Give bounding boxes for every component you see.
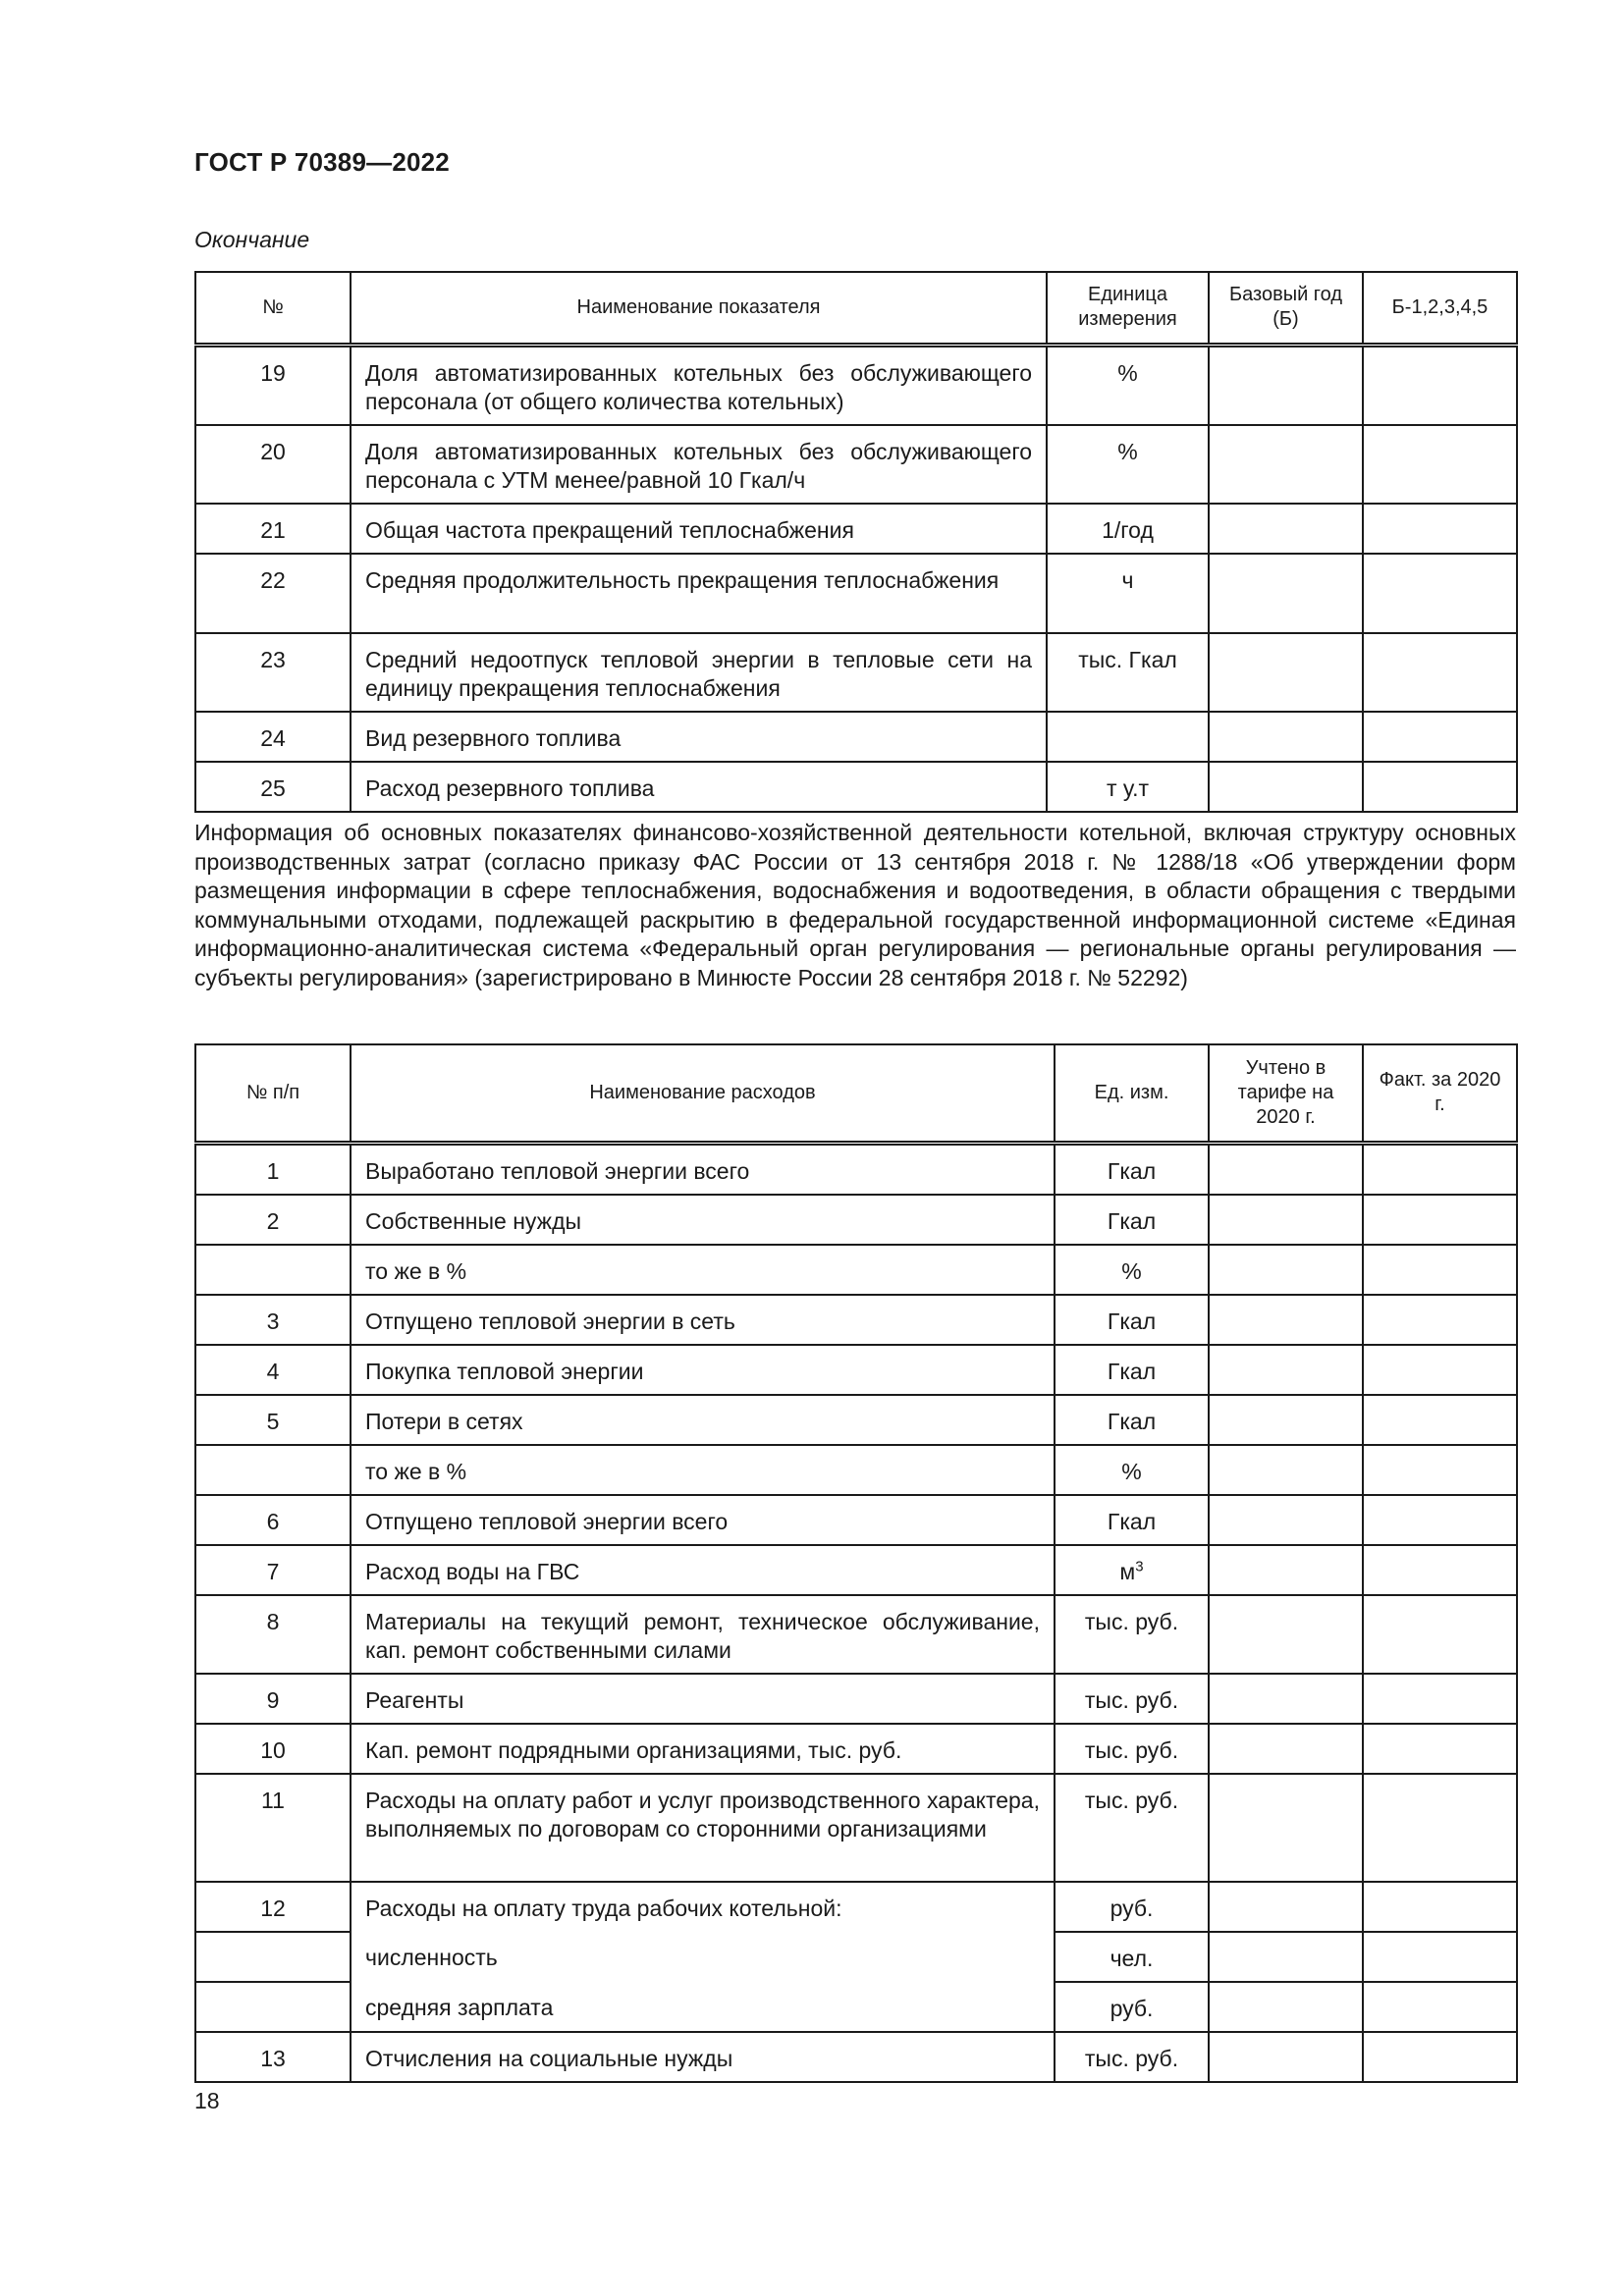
cell-tariff	[1209, 1595, 1363, 1674]
table-row	[195, 1724, 1517, 1774]
row-num: 6	[195, 1495, 351, 1545]
cell-fact	[1363, 1724, 1517, 1774]
row-unit: руб.	[1055, 1982, 1209, 2032]
row-unit: ч	[1047, 554, 1209, 633]
cell-fact	[1363, 1395, 1517, 1445]
cell-fact	[1363, 1674, 1517, 1724]
cell-tariff	[1209, 1143, 1363, 1195]
row-num: 7	[195, 1545, 351, 1595]
row-name: то же в %	[351, 1245, 1055, 1295]
row-unit: Гкал	[1055, 1495, 1209, 1545]
cell-prev-years	[1363, 762, 1517, 812]
cell-tariff	[1209, 2032, 1363, 2082]
row-name: Потери в сетях	[351, 1395, 1055, 1445]
row-unit: тыс. руб.	[1055, 2032, 1209, 2082]
cell-fact	[1363, 1495, 1517, 1545]
row-name: Средний недоотпуск тепловой энергии в тепловые сети на единицу прекращения теплоснабжения	[351, 633, 1047, 712]
row-num: 24	[195, 712, 351, 762]
indicators-table	[194, 271, 1518, 813]
table-row	[195, 1345, 1517, 1395]
table-row	[195, 1245, 1517, 1295]
row-num: 4	[195, 1345, 351, 1395]
row-num: 23	[195, 633, 351, 712]
unit-superscript: 3	[1135, 1557, 1144, 1575]
cell-tariff	[1209, 1724, 1363, 1774]
table-row	[195, 1882, 1517, 1932]
table-row	[195, 2032, 1517, 2082]
row-unit: тыс. руб.	[1055, 1595, 1209, 1674]
cell-base-year	[1209, 633, 1363, 712]
col-header-unit: Единица измерения	[1047, 272, 1209, 345]
cell-tariff	[1209, 1932, 1363, 1982]
cell-base-year	[1209, 762, 1363, 812]
cell-tariff	[1209, 1445, 1363, 1495]
row-num: 25	[195, 762, 351, 812]
table-row	[195, 633, 1517, 712]
row-unit: руб.	[1055, 1882, 1209, 1932]
cell-base-year	[1209, 425, 1363, 504]
row-unit: %	[1047, 425, 1209, 504]
row-unit: 1/год	[1047, 504, 1209, 554]
row-unit: Гкал	[1055, 1195, 1209, 1245]
cell-base-year	[1209, 345, 1363, 425]
cell-fact	[1363, 1245, 1517, 1295]
table-row	[195, 425, 1517, 504]
col-header-base-year: Базовый год (Б)	[1209, 272, 1363, 345]
row-name: Отпущено тепловой энергии в сеть	[351, 1295, 1055, 1345]
standard-designation: ГОСТ Р 70389—2022	[194, 147, 450, 177]
col-header-tariff: Учтено в тарифе на 2020 г.	[1209, 1044, 1363, 1143]
row-unit: %	[1055, 1245, 1209, 1295]
row-name: Доля автоматизированных котельных без обслуживающего персонала (от общего количества котельных)	[351, 345, 1047, 425]
cell-tariff	[1209, 1195, 1363, 1245]
row-unit: тыс. руб.	[1055, 1674, 1209, 1724]
table-continuation-caption: Окончание	[194, 227, 310, 252]
col-header-fact: Факт. за 2020 г.	[1363, 1044, 1517, 1143]
cell-tariff	[1209, 1674, 1363, 1724]
table-row	[195, 345, 1517, 425]
table-row	[195, 1195, 1517, 1245]
row-num: 21	[195, 504, 351, 554]
row-num: 1	[195, 1143, 351, 1195]
cell-tariff	[1209, 1495, 1363, 1545]
cell-fact	[1363, 1882, 1517, 1932]
table-row	[195, 1295, 1517, 1345]
row-name: Кап. ремонт подрядными организациями, тыс. руб.	[351, 1724, 1055, 1774]
row-num: 22	[195, 554, 351, 633]
row-unit: Гкал	[1055, 1345, 1209, 1395]
row-name: Выработано тепловой энергии всего	[351, 1143, 1055, 1195]
cell-base-year	[1209, 504, 1363, 554]
table-row	[195, 1395, 1517, 1445]
financial-info-paragraph: Информация об основных показателях финансово-хозяйственной деятельности котельной, включая структуру основных производственных затрат (согласно приказу ФАС России от 13 сентября 2018 г. № 1288/18 «Об утверждении форм размещения информации в сфере теплоснабжения, водоснабжения и водоотведения, в области обращения с твердыми коммунальными отходами, подлежащей раскрытию в федеральной государственной информационной системе «Единая информационно-аналитическая система «Федеральный орган регулирования — региональные органы регулирования — субъекты регулирования» (зарегистрировано в Минюсте России 28 сентября 2018 г. № 52292)	[194, 820, 1516, 990]
col-header-name: Наименование показателя	[351, 272, 1047, 345]
cell-fact	[1363, 1595, 1517, 1674]
table-row	[195, 504, 1517, 554]
col-header-prev-years: Б-1,2,3,4,5	[1363, 272, 1517, 345]
cell-base-year	[1209, 554, 1363, 633]
row-num: 13	[195, 2032, 351, 2082]
row-name: Расходы на оплату труда рабочих котельной:	[351, 1882, 1055, 1932]
cell-tariff	[1209, 1345, 1363, 1395]
expenses-table	[194, 1043, 1518, 2083]
col-header-name: Наименование расходов	[351, 1044, 1055, 1143]
table-row	[195, 1545, 1517, 1595]
table-row	[195, 1445, 1517, 1495]
row-num	[195, 1982, 351, 2032]
row-name: Отчисления на социальные нужды	[351, 2032, 1055, 2082]
row-unit: т у.т	[1047, 762, 1209, 812]
table-row	[195, 712, 1517, 762]
cell-tariff	[1209, 1982, 1363, 2032]
table-row	[195, 762, 1517, 812]
cell-prev-years	[1363, 712, 1517, 762]
cell-prev-years	[1363, 504, 1517, 554]
row-name: Общая частота прекращений теплоснабжения	[351, 504, 1047, 554]
row-num: 2	[195, 1195, 351, 1245]
cell-fact	[1363, 1445, 1517, 1495]
table-row	[195, 1495, 1517, 1545]
row-name: Материалы на текущий ремонт, техническое обслуживание, кап. ремонт собственными силами	[351, 1595, 1055, 1674]
row-name: Средняя продолжительность прекращения теплоснабжения	[351, 554, 1047, 633]
table-row	[195, 554, 1517, 633]
cell-tariff	[1209, 1882, 1363, 1932]
row-name: Собственные нужды	[351, 1195, 1055, 1245]
row-num: 19	[195, 345, 351, 425]
row-unit: Гкал	[1055, 1143, 1209, 1195]
row-num: 3	[195, 1295, 351, 1345]
cell-tariff	[1209, 1545, 1363, 1595]
cell-base-year	[1209, 712, 1363, 762]
cell-fact	[1363, 1545, 1517, 1595]
row-unit: %	[1055, 1445, 1209, 1495]
cell-fact	[1363, 1295, 1517, 1345]
row-name: Расходы на оплату работ и услуг производственного характера, выполняемых по договорам со сторонними организациями	[351, 1774, 1055, 1882]
row-name: Доля автоматизированных котельных без обслуживающего персонала с УТМ менее/равной 10 Гкал/ч	[351, 425, 1047, 504]
cell-prev-years	[1363, 345, 1517, 425]
row-unit: тыс. руб.	[1055, 1724, 1209, 1774]
row-name: Расход воды на ГВС	[351, 1545, 1055, 1595]
row-num	[195, 1932, 351, 1982]
row-num: 12	[195, 1882, 351, 1932]
cell-prev-years	[1363, 425, 1517, 504]
row-name: Покупка тепловой энергии	[351, 1345, 1055, 1395]
row-unit	[1055, 1545, 1209, 1595]
cell-prev-years	[1363, 554, 1517, 633]
row-num: 8	[195, 1595, 351, 1674]
row-name: Отпущено тепловой энергии всего	[351, 1495, 1055, 1545]
table-row	[195, 1674, 1517, 1724]
row-num	[195, 1245, 351, 1295]
col-header-num: №	[195, 272, 351, 345]
row-unit: Гкал	[1055, 1395, 1209, 1445]
cell-fact	[1363, 1143, 1517, 1195]
row-unit: тыс. руб.	[1055, 1774, 1209, 1882]
row-name: средняя зарплата	[351, 1982, 1055, 2032]
table-row	[195, 1774, 1517, 1882]
table-row	[195, 1982, 1517, 2032]
row-name: Расход резервного топлива	[351, 762, 1047, 812]
cell-fact	[1363, 1195, 1517, 1245]
row-num: 20	[195, 425, 351, 504]
table-row	[195, 1932, 1517, 1982]
cell-fact	[1363, 2032, 1517, 2082]
cell-fact	[1363, 1774, 1517, 1882]
row-num: 10	[195, 1724, 351, 1774]
row-name: Реагенты	[351, 1674, 1055, 1724]
cell-fact	[1363, 1982, 1517, 2032]
row-name: то же в %	[351, 1445, 1055, 1495]
cell-tariff	[1209, 1295, 1363, 1345]
table-row	[195, 1595, 1517, 1674]
col-header-num: № п/п	[195, 1044, 351, 1143]
row-unit: чел.	[1055, 1932, 1209, 1982]
unit-base: м	[1119, 1558, 1136, 1584]
row-num	[195, 1445, 351, 1495]
cell-tariff	[1209, 1395, 1363, 1445]
cell-fact	[1363, 1345, 1517, 1395]
row-num: 9	[195, 1674, 351, 1724]
row-name: численность	[351, 1932, 1055, 1982]
row-name: Вид резервного топлива	[351, 712, 1047, 762]
row-unit	[1047, 712, 1209, 762]
col-header-unit: Ед. изм.	[1055, 1044, 1209, 1143]
cell-tariff	[1209, 1774, 1363, 1882]
cell-prev-years	[1363, 633, 1517, 712]
cell-fact	[1363, 1932, 1517, 1982]
cell-tariff	[1209, 1245, 1363, 1295]
row-unit: тыс. Гкал	[1047, 633, 1209, 712]
row-num: 11	[195, 1774, 351, 1882]
table-row	[195, 1143, 1517, 1195]
page-number: 18	[194, 2088, 220, 2113]
row-unit: %	[1047, 345, 1209, 425]
row-num: 5	[195, 1395, 351, 1445]
row-unit: Гкал	[1055, 1295, 1209, 1345]
